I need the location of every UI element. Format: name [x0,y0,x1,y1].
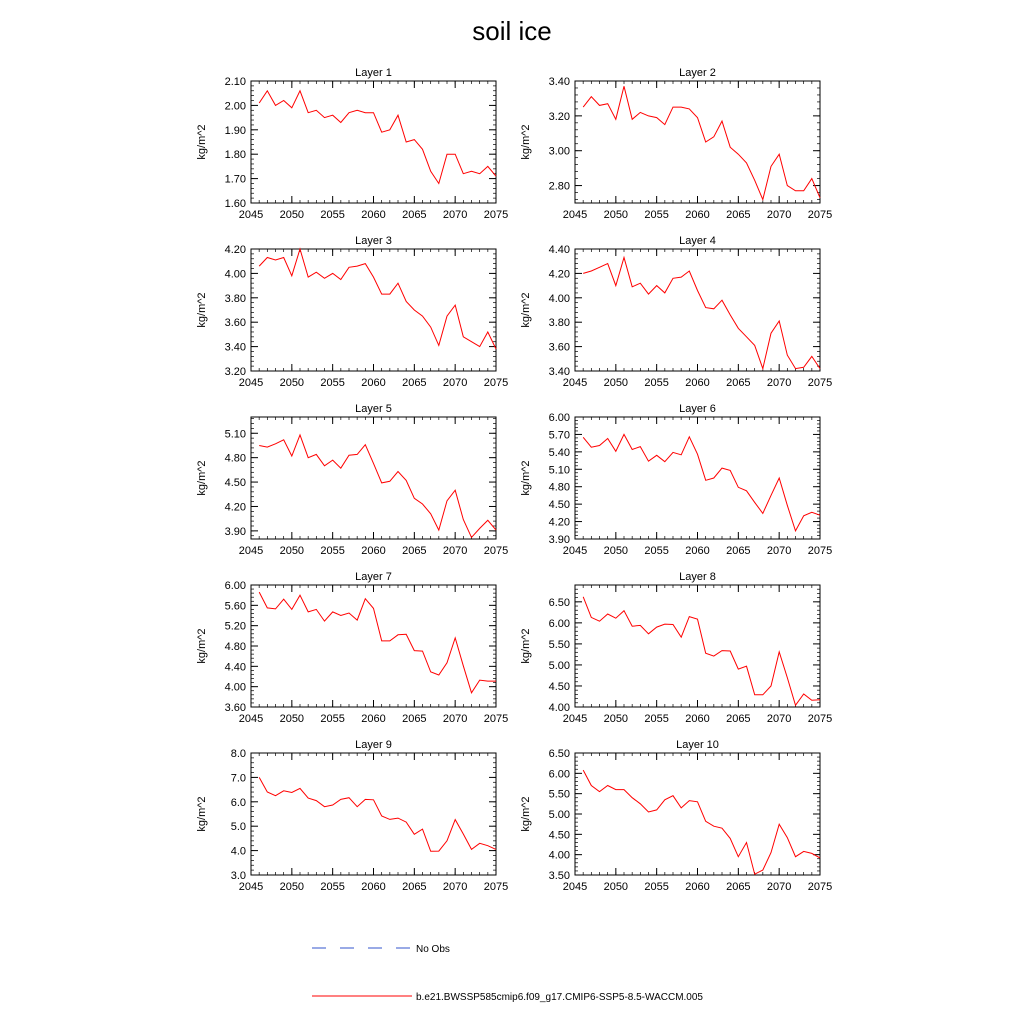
y-tick-label: 5.50 [548,788,570,801]
x-tick-label: 2050 [279,209,305,221]
y-tick-label: 4.20 [548,516,570,529]
x-tick-label: 2065 [726,545,751,557]
plot-frame [251,81,496,203]
x-tick-label: 2065 [402,209,427,221]
x-tick-label: 2060 [685,713,710,725]
chart-panel-9 [196,739,508,893]
chart-panel-2 [520,67,832,221]
y-tick-label: 6.50 [548,748,570,760]
x-tick-label: 2070 [766,377,792,389]
figure-title: soil ice [472,16,552,46]
x-tick-label: 2065 [726,209,751,221]
x-tick-label: 2070 [766,881,792,893]
x-tick-label: 2070 [442,377,468,389]
plot-frame [575,417,820,539]
y-tick-label: 5.40 [548,446,570,459]
chart-panel-3 [196,235,508,389]
plot-frame [251,753,496,875]
y-tick-label: 4.20 [548,268,570,281]
series-line [583,770,820,874]
chart-panel-7 [196,571,508,725]
x-tick-label: 2050 [279,377,305,389]
x-tick-label: 2065 [726,377,751,389]
panel-title: Layer 5 [355,403,392,415]
y-tick-label: 5.50 [548,638,570,651]
y-tick-label: 4.80 [224,452,246,465]
x-tick-label: 2065 [402,545,427,557]
y-tick-label: 4.80 [548,481,570,494]
y-tick-label: 5.10 [548,464,570,477]
y-tick-label: 2.10 [224,76,246,88]
x-tick-label: 2060 [685,377,710,389]
panel-title: Layer 7 [355,571,392,583]
x-tick-label: 2075 [483,545,509,557]
panel-title: Layer 1 [355,67,392,79]
y-tick-label: 6.00 [548,768,570,781]
series-line [259,592,496,693]
y-tick-label: 7.0 [230,772,246,785]
x-tick-label: 2065 [402,377,427,389]
legend-model-label: b.e21.BWSSP585cmip6.f09_g17.CMIP6-SSP5-8.5-WACCM.005 [416,992,703,1003]
chart-panel-5 [196,403,508,557]
x-tick-label: 2065 [726,713,751,725]
x-tick-label: 2070 [442,545,468,557]
x-tick-label: 2075 [807,209,833,221]
y-tick-label: 8.0 [230,748,246,760]
x-tick-label: 2070 [442,713,468,725]
y-tick-label: 4.40 [548,244,570,256]
y-axis-label: kg/m^2 [196,796,208,832]
y-tick-label: 2.00 [224,100,246,113]
y-tick-label: 5.10 [224,428,246,441]
x-tick-label: 2045 [562,713,588,725]
x-tick-label: 2055 [644,545,669,557]
y-axis-label: kg/m^2 [196,124,208,160]
y-tick-label: 4.20 [224,501,246,514]
plot-frame [251,585,496,707]
series-line [583,258,820,369]
x-tick-label: 2050 [279,881,305,893]
y-tick-label: 4.20 [224,244,246,256]
y-tick-label: 3.40 [548,76,570,88]
y-tick-label: 4.50 [548,680,570,693]
panel-title: Layer 10 [676,739,719,751]
y-axis-label: kg/m^2 [520,124,532,160]
y-tick-label: 4.0 [230,845,246,858]
x-tick-label: 2055 [320,545,345,557]
y-tick-label: 6.00 [548,412,570,424]
x-tick-label: 2055 [320,377,345,389]
plot-frame [251,417,496,539]
x-tick-label: 2060 [361,881,386,893]
y-tick-label: 5.70 [548,429,570,442]
x-tick-label: 2050 [279,713,305,725]
y-axis-label: kg/m^2 [196,628,208,664]
panel-title: Layer 3 [355,235,392,247]
x-tick-label: 2070 [766,209,792,221]
y-tick-label: 5.20 [224,620,246,633]
y-tick-label: 4.00 [224,681,246,694]
x-tick-label: 2075 [483,377,509,389]
y-axis-label: kg/m^2 [196,292,208,328]
plot-frame [575,585,820,707]
y-tick-label: 3.80 [224,292,246,305]
x-tick-label: 2055 [644,377,669,389]
series-line [259,249,496,349]
y-axis-label: kg/m^2 [520,628,532,664]
x-tick-label: 2070 [442,881,468,893]
y-tick-label: 6.00 [224,580,246,592]
x-tick-label: 2060 [361,209,386,221]
x-tick-label: 2050 [603,545,629,557]
x-tick-label: 2070 [766,713,792,725]
series-line [583,597,820,706]
chart-panel-1 [196,67,508,221]
panel-title: Layer 6 [679,403,716,415]
y-tick-label: 3.50 [548,870,570,882]
y-tick-label: 3.60 [548,341,570,354]
x-tick-label: 2045 [238,377,264,389]
plot-frame [575,753,820,875]
x-tick-label: 2070 [766,545,792,557]
x-tick-label: 2070 [442,209,468,221]
y-tick-label: 3.80 [548,317,570,330]
y-tick-label: 3.90 [548,534,570,546]
y-tick-label: 3.40 [224,341,246,354]
x-tick-label: 2055 [320,209,345,221]
x-tick-label: 2060 [685,209,710,221]
y-tick-label: 4.40 [224,661,246,674]
y-tick-label: 1.70 [224,173,246,186]
y-tick-label: 4.50 [548,829,570,842]
y-tick-label: 5.0 [230,821,246,834]
x-tick-label: 2050 [603,377,629,389]
series-line [259,91,496,184]
y-tick-label: 4.50 [224,477,246,490]
x-tick-label: 2045 [238,713,264,725]
chart-panel-6 [520,403,832,557]
x-tick-label: 2045 [238,545,264,557]
panel-title: Layer 8 [679,571,716,583]
y-tick-label: 3.90 [224,525,246,538]
x-tick-label: 2060 [361,377,386,389]
y-tick-label: 4.80 [224,641,246,653]
y-tick-label: 3.20 [548,110,570,123]
x-tick-label: 2045 [238,209,264,221]
legend-obs-label: No Obs [416,944,450,955]
x-tick-label: 2075 [483,209,509,221]
x-tick-label: 2065 [402,713,427,725]
x-tick-label: 2075 [807,545,833,557]
x-tick-label: 2060 [685,545,710,557]
chart-panel-4 [520,235,832,389]
y-tick-label: 3.40 [548,366,570,378]
y-tick-label: 1.90 [224,124,246,137]
x-tick-label: 2055 [320,881,345,893]
x-tick-label: 2075 [807,881,833,893]
chart-panel-10 [520,739,832,893]
x-tick-label: 2045 [562,545,588,557]
y-tick-label: 4.00 [548,292,570,305]
y-tick-label: 4.00 [224,268,246,281]
x-tick-label: 2075 [483,713,509,725]
plot-frame [575,249,820,371]
x-tick-label: 2065 [402,881,427,893]
x-tick-label: 2055 [644,209,669,221]
x-tick-label: 2075 [807,713,833,725]
y-tick-label: 4.50 [548,499,570,512]
y-tick-label: 1.80 [224,149,246,162]
y-tick-label: 5.00 [548,809,570,821]
y-tick-label: 3.60 [224,317,246,330]
y-tick-label: 3.60 [224,702,246,714]
x-tick-label: 2050 [603,713,629,725]
chart-panel-8 [520,571,832,725]
x-tick-label: 2060 [685,881,710,893]
x-tick-label: 2060 [361,713,386,725]
x-tick-label: 2075 [483,881,509,893]
series-line [259,777,496,851]
panel-title: Layer 9 [355,739,392,751]
y-axis-label: kg/m^2 [520,292,532,328]
panel-title: Layer 2 [679,67,716,79]
x-tick-label: 2055 [644,881,669,893]
x-tick-label: 2060 [361,545,386,557]
y-tick-label: 2.80 [548,180,570,193]
y-tick-label: 3.0 [230,870,246,882]
plot-frame [575,81,820,203]
y-tick-label: 6.0 [230,796,246,809]
series-line [583,86,820,199]
y-tick-label: 3.20 [224,366,246,378]
y-axis-label: kg/m^2 [520,796,532,832]
x-tick-label: 2045 [562,881,588,893]
x-tick-label: 2045 [562,209,588,221]
series-line [259,435,496,538]
y-tick-label: 4.00 [548,849,570,862]
y-tick-label: 3.00 [548,145,570,158]
x-tick-label: 2050 [279,545,305,557]
x-tick-label: 2075 [807,377,833,389]
x-tick-label: 2055 [644,713,669,725]
y-tick-label: 6.00 [548,617,570,630]
x-tick-label: 2050 [603,209,629,221]
y-tick-label: 1.60 [224,198,246,210]
y-tick-label: 5.00 [548,659,570,672]
panel-title: Layer 4 [679,235,716,247]
y-axis-label: kg/m^2 [520,460,532,496]
y-axis-label: kg/m^2 [196,460,208,496]
x-tick-label: 2065 [726,881,751,893]
y-tick-label: 5.60 [224,600,246,613]
series-line [583,434,820,531]
x-tick-label: 2045 [238,881,264,893]
x-tick-label: 2050 [603,881,629,893]
x-tick-label: 2045 [562,377,588,389]
y-tick-label: 6.50 [548,596,570,609]
x-tick-label: 2055 [320,713,345,725]
y-tick-label: 4.00 [548,702,570,714]
